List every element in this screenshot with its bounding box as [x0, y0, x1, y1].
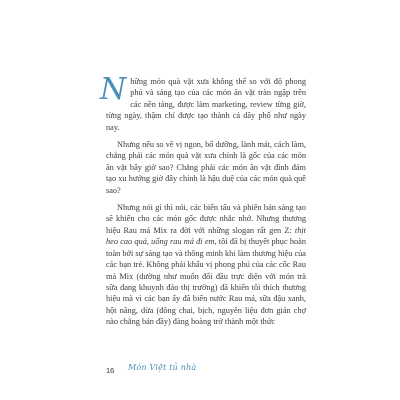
slogan-text: thịt heo cao quá, uống rau má đi em [106, 225, 306, 247]
paragraph-2: Nhưng nếu so về vị ngon, bổ dưỡng, lành mát, cách làm, chẳng phải các món quà vặt xưa chính là gốc của các món ăn vặt bây giờ sao? Chẳng phải các món ăn vặt đình đám tạo xu hướng giờ đây chính là hậu duệ của các món quà quê sao? [106, 140, 306, 195]
paragraph-1-text: hững món quà vặt xưa không thể so với độ phong phú và sáng tạo của các món ăn vặt tràn ngập trên các nền tảng, được làm marketing, review từng giờ, từng ngày, thậm chí được tạo thành cả dãy phố như ngày nay. [106, 77, 306, 132]
running-footer-title: Món Việt tủ nhà [128, 363, 197, 372]
paragraph-1 [100, 72, 306, 133]
body-text [100, 72, 307, 334]
paragraph-3-start: Nhưng nói gì thì nói, các biến tấu và phiên bản sáng tạo sẽ khiến cho các món gốc được nhắc nhớ. Nhưng thương hiệu Rau má Mix ra đời với những slogan rất gen Z: [106, 203, 306, 235]
paragraph-3-end: , tôi đã bị thuyết phục hoàn toàn bởi sự sáng tạo và thông minh khi làm thương hiệu của các bạn trẻ. Không phải khẩu vị phong phú của các cốc Rau má Mix (dường như muốn đổi đầu trực diện với món trà sữa đang khuynh đảo thị trường) đã khiến tôi thích thương hiệu mà vì các bạn ấy đã biến nước Rau má, sữa đậu xanh, hột năng, dừa (đông chai, bịch, nguyên liệu đơn giản chợ nào chẳng bán đầy) đàng hoàng trở thành một thức [106, 237, 307, 327]
paragraph-3 [106, 202, 306, 327]
drop-cap: N [100, 72, 127, 107]
page-number: 16 [106, 366, 115, 375]
